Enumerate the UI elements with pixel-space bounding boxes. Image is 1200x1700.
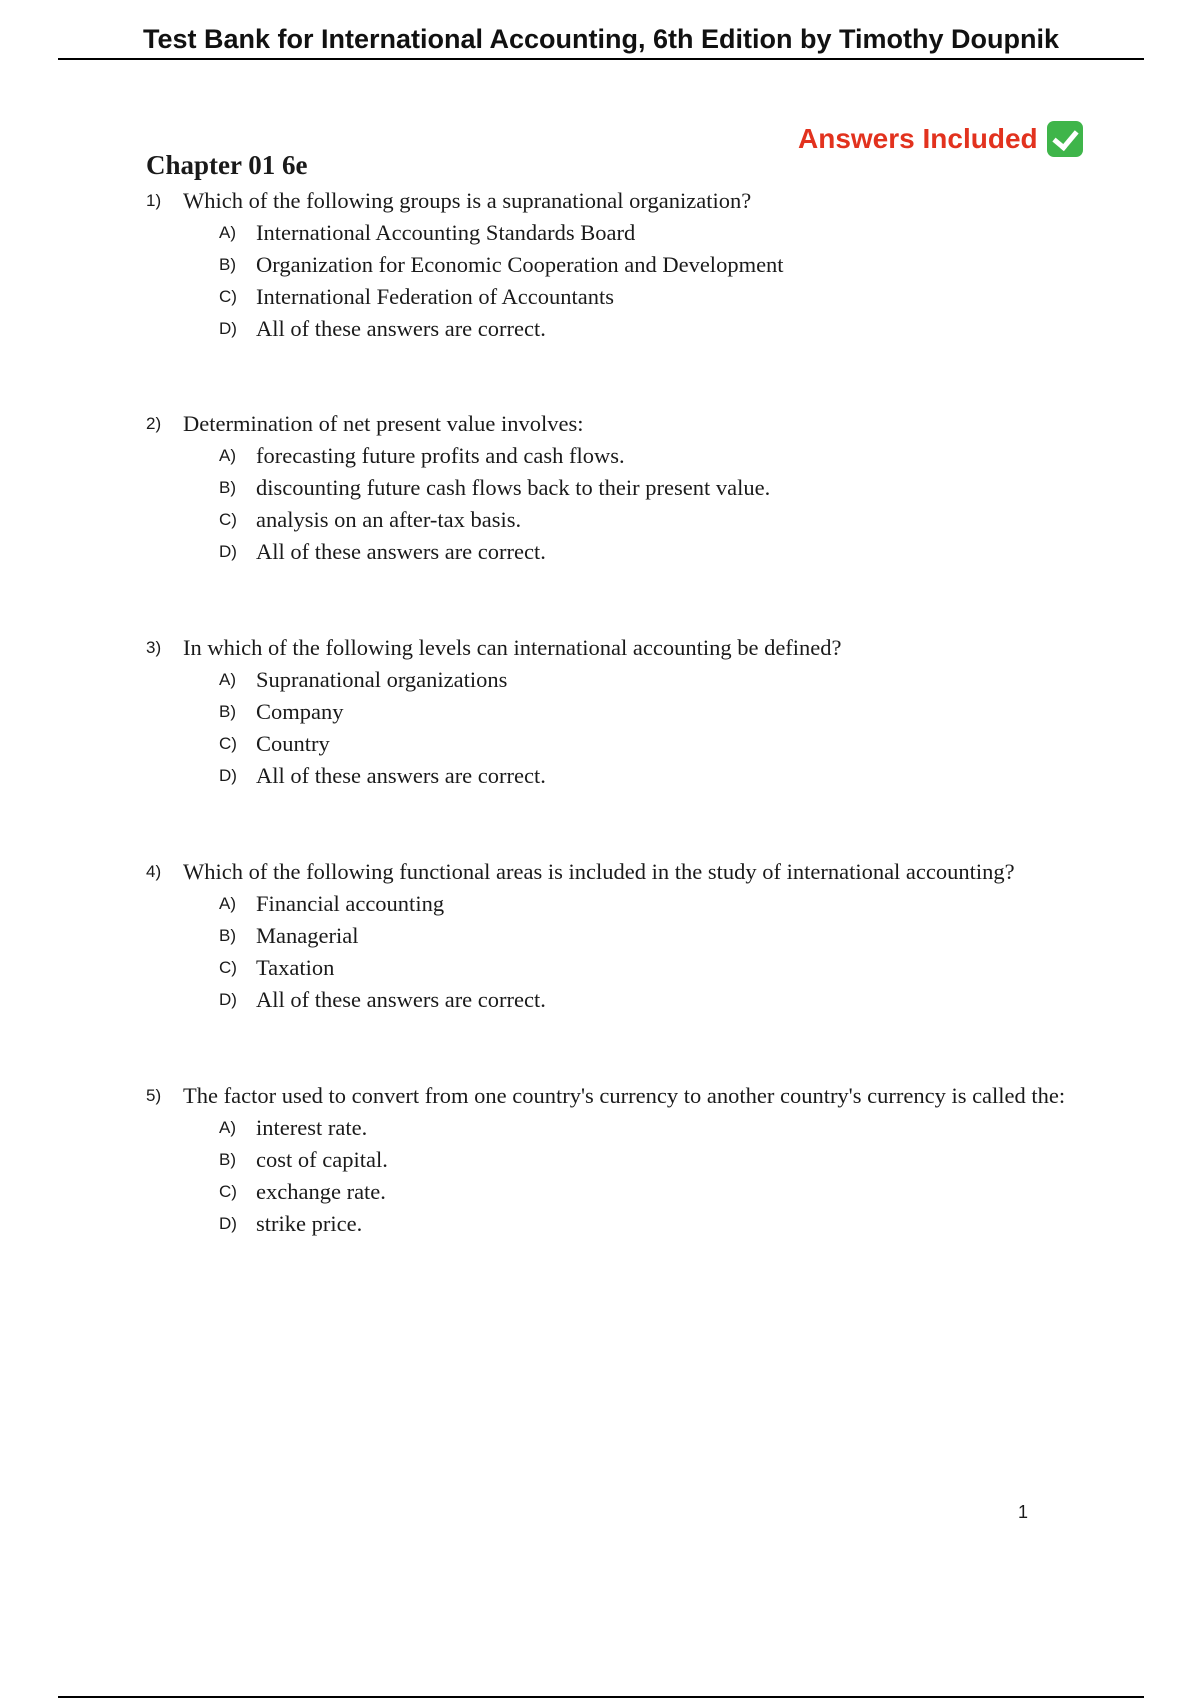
chapter-title: Chapter 01 6e (146, 150, 308, 180)
option-text: Supranational organizations (256, 667, 508, 692)
option-c (219, 952, 1096, 984)
answers-included-badge (798, 118, 1083, 160)
footer-divider (58, 1696, 1144, 1698)
answer-options (146, 1112, 1096, 1240)
option-text: forecasting future profits and cash flows. (256, 443, 625, 468)
option-text: International Accounting Standards Board (256, 220, 636, 245)
option-text: All of these answers are correct. (256, 316, 546, 341)
option-d (219, 536, 1096, 568)
option-text: discounting future cash flows back to their present value. (256, 475, 771, 500)
answer-options (146, 440, 1096, 568)
answers-included-label: Answers Included (798, 123, 1038, 154)
answer-options (146, 217, 1096, 345)
option-letter: B) (219, 478, 236, 497)
option-d (219, 313, 1096, 345)
option-a (219, 440, 1096, 472)
page-number: 1 (1018, 1502, 1029, 1522)
answer-options (146, 664, 1096, 792)
question-4 (146, 856, 1096, 1016)
question-1 (146, 185, 1096, 345)
option-text: All of these answers are correct. (256, 539, 546, 564)
question-number: 3) (146, 638, 162, 657)
option-text: All of these answers are correct. (256, 987, 546, 1012)
question-text: Determination of net present value involves: (183, 411, 584, 436)
option-text: analysis on an after-tax basis. (256, 507, 522, 532)
question-stem (146, 185, 1096, 217)
option-letter: B) (219, 1150, 236, 1169)
option-letter: D) (219, 990, 237, 1009)
option-text: All of these answers are correct. (256, 763, 546, 788)
option-text: Organization for Economic Cooperation and Development (256, 252, 784, 277)
question-number: 4) (146, 862, 162, 881)
option-letter: C) (219, 1182, 237, 1201)
option-text: Company (256, 699, 344, 724)
option-letter: A) (219, 670, 236, 689)
option-d (219, 1208, 1096, 1240)
question-number: 2) (146, 414, 162, 433)
option-b (219, 472, 1096, 504)
check-mark-button-icon (1047, 121, 1083, 157)
option-letter: D) (219, 542, 237, 561)
option-letter: D) (219, 319, 237, 338)
option-c (219, 504, 1096, 536)
document-title: Test Bank for International Accounting, 6th Edition by Timothy Doupnik (142, 24, 1060, 54)
option-a (219, 664, 1096, 696)
question-stem (146, 1080, 1096, 1112)
option-d (219, 760, 1096, 792)
option-letter: B) (219, 255, 236, 274)
option-a (219, 888, 1096, 920)
option-d (219, 984, 1096, 1016)
option-c (219, 728, 1096, 760)
question-text: In which of the following levels can international accounting be defined? (183, 635, 842, 660)
question-2 (146, 408, 1096, 568)
question-stem (146, 408, 1096, 440)
question-text: Which of the following groups is a supranational organization? (183, 188, 752, 213)
question-stem (146, 632, 1096, 664)
question-3 (146, 632, 1096, 792)
option-text: exchange rate. (256, 1179, 386, 1204)
question-number: 1) (146, 191, 162, 210)
option-letter: D) (219, 1214, 237, 1233)
option-text: Financial accounting (256, 891, 445, 916)
option-b (219, 920, 1096, 952)
option-c (219, 281, 1096, 313)
question-5 (146, 1080, 1096, 1240)
option-letter: B) (219, 926, 236, 945)
option-letter: C) (219, 734, 237, 753)
option-letter: A) (219, 446, 236, 465)
option-text: Managerial (256, 923, 359, 948)
option-letter: A) (219, 223, 236, 242)
option-b (219, 249, 1096, 281)
option-a (219, 1112, 1096, 1144)
question-number: 5) (146, 1086, 162, 1105)
option-letter: B) (219, 702, 236, 721)
option-text: interest rate. (256, 1115, 368, 1140)
question-text: Which of the following functional areas is included in the study of international accounting? (183, 859, 1015, 884)
option-letter: A) (219, 1118, 236, 1137)
option-b (219, 1144, 1096, 1176)
option-a (219, 217, 1096, 249)
option-letter: A) (219, 894, 236, 913)
option-letter: D) (219, 766, 237, 785)
option-text: strike price. (256, 1211, 363, 1236)
page-header (58, 18, 1144, 60)
question-stem (146, 856, 1096, 888)
option-letter: C) (219, 958, 237, 977)
option-text: International Federation of Accountants (256, 284, 615, 309)
question-text: The factor used to convert from one country's currency to another country's currency is called the: (183, 1083, 1066, 1108)
option-b (219, 696, 1096, 728)
option-text: cost of capital. (256, 1147, 388, 1172)
option-c (219, 1176, 1096, 1208)
option-text: Taxation (256, 955, 335, 980)
answer-options (146, 888, 1096, 1016)
option-text: Country (256, 731, 330, 756)
option-letter: C) (219, 287, 237, 306)
option-letter: C) (219, 510, 237, 529)
